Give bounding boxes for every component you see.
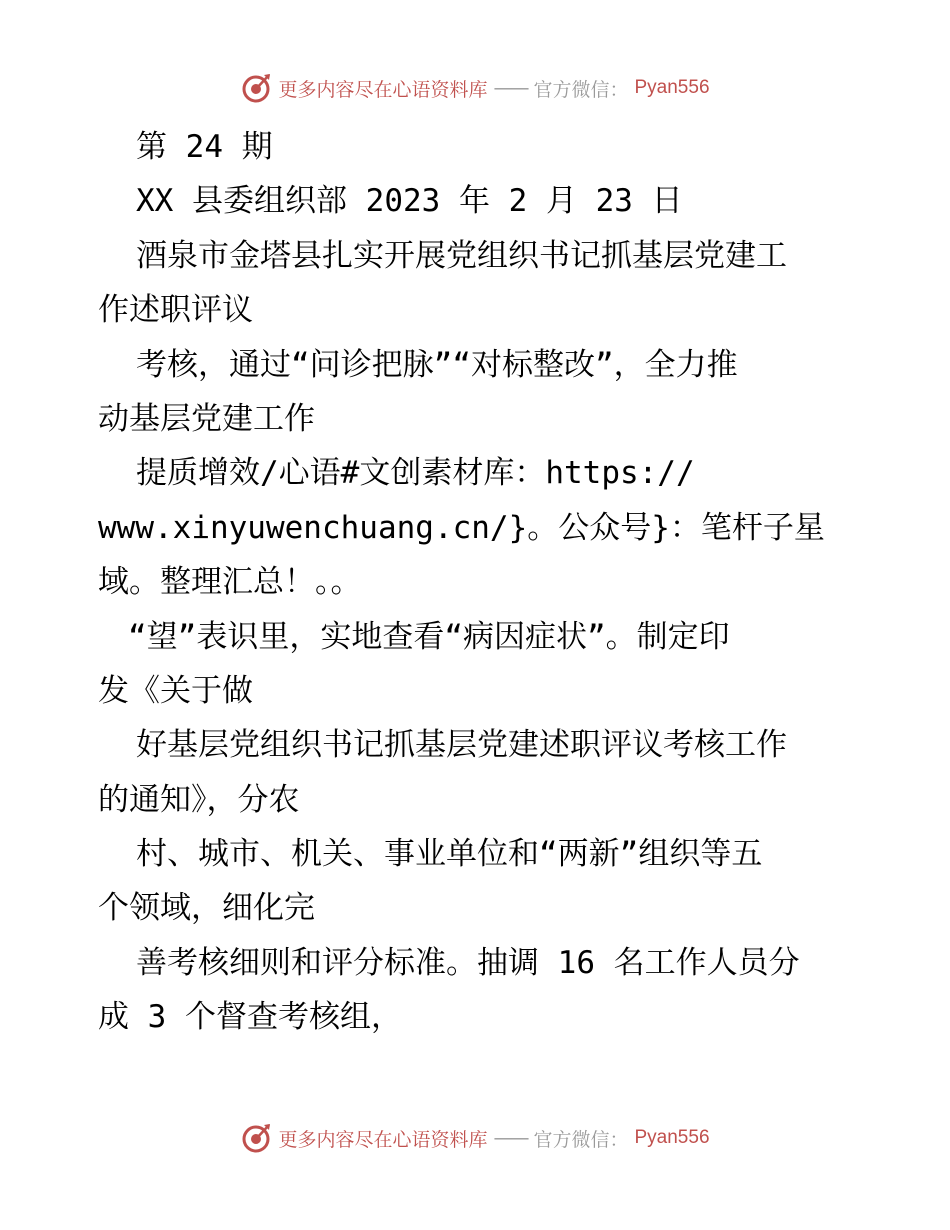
issuer-date: XX 县委组织部 2023 年 2 月 23 日 <box>136 183 683 220</box>
watermark-official: 官方微信： <box>533 1128 629 1151</box>
body-line: 好基层党组织书记抓基层党建述职评议考核工作 <box>136 727 787 764</box>
issue-number: 第 24 期 <box>136 129 273 165</box>
watermark-separator: —— <box>493 1127 528 1149</box>
watermark-wechat-id: Pyan556 <box>634 77 710 98</box>
body-line: www.xinyuwenchuang.cn/}。公众号}：笔杆子星 <box>98 509 825 546</box>
body-line: 酒泉市金塔县扎实开展党组织书记抓基层党建工 <box>136 237 787 274</box>
body-line: 动基层党建工作 <box>98 400 315 437</box>
body-line: 村、城市、机关、事业单位和“两新”组织等五 <box>136 836 763 873</box>
body-line: 提质增效/心语#文创素材库：https:// <box>136 455 695 492</box>
watermark-header <box>0 72 950 104</box>
watermark-brand: 更多内容尽在心语资料库 <box>278 78 488 101</box>
watermark-official: 官方微信： <box>533 78 629 101</box>
body-line: 成 3 个督查考核组， <box>98 999 402 1036</box>
body-line: 考核，通过“问诊把脉”“对标整改”，全力推 <box>136 346 738 383</box>
watermark-separator: —— <box>493 77 528 99</box>
document-body <box>98 120 858 1045</box>
body-line: 作述职评议 <box>98 292 253 329</box>
body-line: 发《关于做 <box>98 672 253 709</box>
quill-logo-icon <box>240 72 272 104</box>
watermark-footer <box>0 1122 950 1154</box>
body-line: 域。整理汇总！。。 <box>98 564 362 601</box>
watermark-brand: 更多内容尽在心语资料库 <box>278 1128 488 1151</box>
body-line: 个领域，细化完 <box>98 890 315 927</box>
body-line: “望”表识里，实地查看“病因症状”。制定印 <box>128 618 730 655</box>
body-line: 善考核细则和评分标准。抽调 16 名工作人员分 <box>136 944 800 981</box>
body-line: 的通知》，分农 <box>98 781 300 818</box>
watermark-wechat-id: Pyan556 <box>634 1127 710 1148</box>
quill-logo-icon <box>240 1122 272 1154</box>
